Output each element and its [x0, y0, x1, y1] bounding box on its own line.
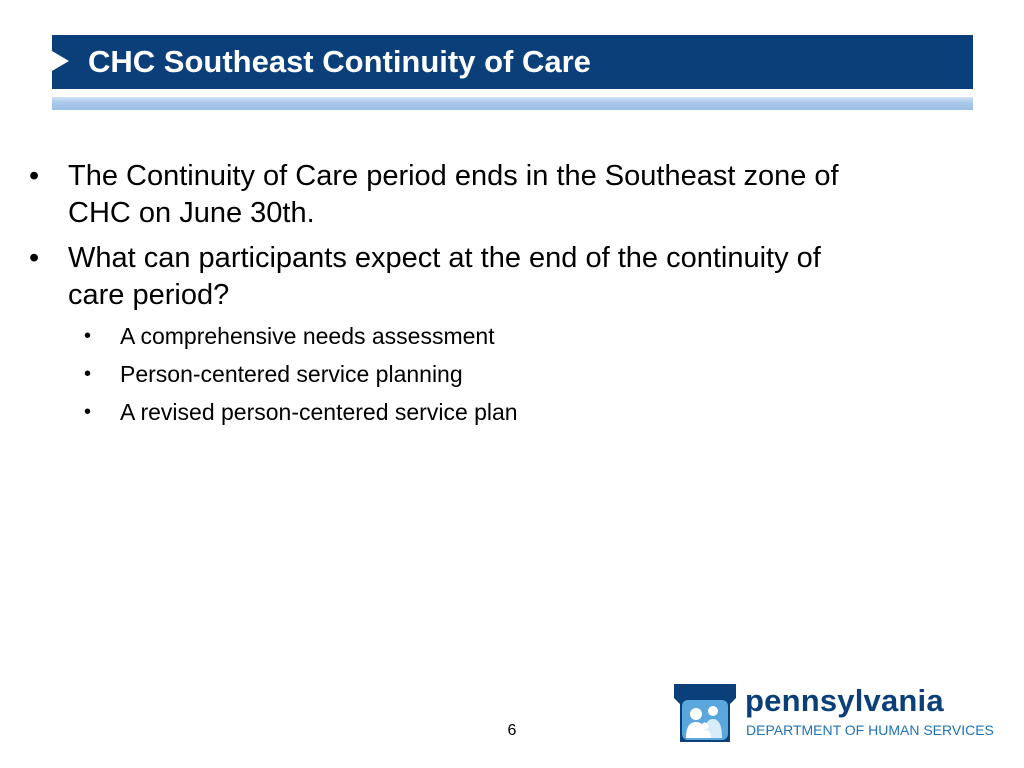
logo-department: DEPARTMENT OF HUMAN SERVICES — [746, 722, 994, 738]
bullet-dot-icon: • — [29, 242, 40, 274]
dhs-logo — [672, 680, 994, 746]
bullet-text: What can participants expect at the end of the continuity of care period? — [68, 242, 821, 311]
bullet-dot-icon: • — [29, 160, 40, 192]
sub-bullet-item — [84, 322, 880, 350]
sub-bullet-text: A comprehensive needs assessment — [120, 323, 495, 349]
slide-content — [0, 158, 900, 436]
sub-bullet-dot-icon: • — [84, 401, 92, 423]
bullet-item — [29, 240, 878, 314]
sub-bullet-text: Person-centered service planning — [120, 361, 463, 387]
logo-wordmark: pennsylvania — [745, 683, 944, 718]
sub-bullet-item — [84, 398, 880, 426]
sub-bullet-dot-icon: • — [84, 363, 92, 385]
bullet-text: The Continuity of Care period ends in the Southeast zone of CHC on June 30th. — [68, 160, 839, 229]
page-number: 6 — [507, 722, 517, 739]
title-stripe — [52, 97, 973, 110]
sub-bullet-item — [84, 360, 880, 388]
sub-bullet-dot-icon: • — [84, 325, 92, 347]
slide-title: CHC Southeast Continuity of Care — [88, 44, 591, 79]
keystone-family-icon — [672, 680, 738, 746]
title-arrow-icon — [52, 51, 69, 71]
sub-bullet-text: A revised person-centered service plan — [120, 399, 518, 425]
bullet-item — [29, 158, 878, 232]
